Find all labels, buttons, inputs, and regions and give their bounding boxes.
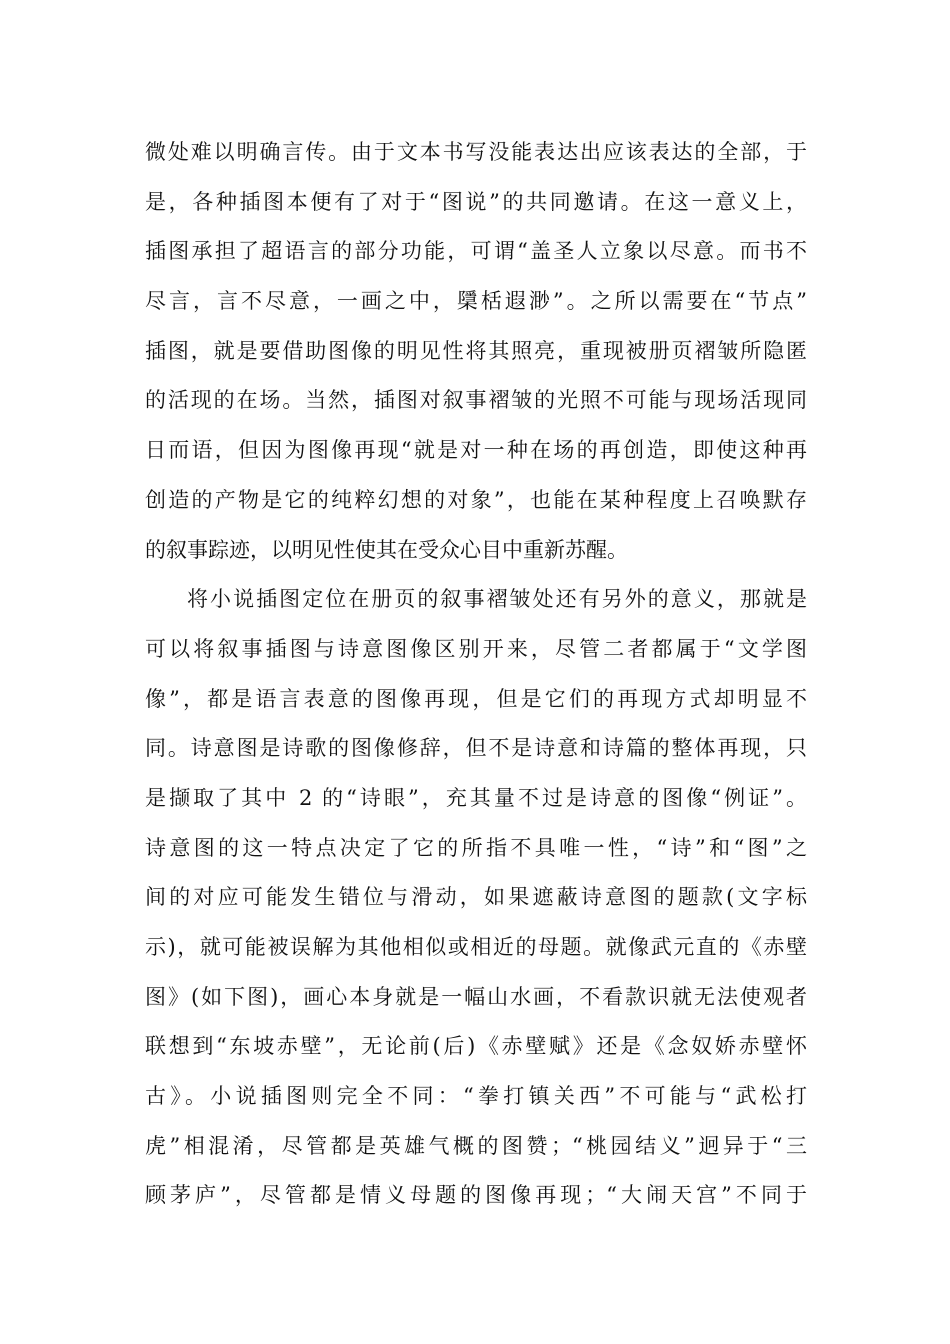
text-line: 可以将叙事插图与诗意图像区别开来，尽管二者都属于“文学图	[145, 636, 807, 661]
text-line: 微处难以明确言传。由于文本书写没能表达出应该表达的全部，于	[145, 140, 807, 164]
text-line: 古》。小说插图则完全不同：“拳打镇关西”不可能与“武松打	[145, 1084, 807, 1109]
text-line: 的叙事踪迹，以明见性使其在受众心目中重新苏醒。	[145, 537, 628, 562]
paragraph-1	[145, 128, 807, 575]
body-text	[145, 128, 807, 1221]
text-line: 间的对应可能发生错位与滑动，如果遮蔽诗意图的题款(文字标	[145, 885, 807, 910]
text-line: 像”，都是语言表意的图像再现，但是它们的再现方式却明显不	[145, 686, 807, 711]
text-line: 诗意图的这一特点决定了它的所指不具唯一性，“诗”和“图”之	[145, 835, 807, 860]
text-line: 同。诗意图是诗歌的图像修辞，但不是诗意和诗篇的整体再现，只	[145, 736, 807, 761]
text-line: 图》(如下图)，画心本身就是一幅山水画，不看款识就无法使观者	[145, 984, 807, 1009]
text-line: 虎”相混淆，尽管都是英雄气概的图赞；“桃园结义”迥异于“三	[145, 1133, 807, 1158]
text-line: 插图，就是要借助图像的明见性将其照亮，重现被册页褶皱所隐匿	[145, 338, 807, 363]
text-line: 日而语，但因为图像再现“就是对一种在场的再创造，即使这种再	[145, 438, 807, 463]
paragraph-2	[145, 575, 807, 1221]
text-line: 联想到“东坡赤壁”，无论前(后)《赤壁赋》还是《念奴娇赤壁怀	[145, 1034, 807, 1059]
text-line: 尽言，言不尽意，一画之中，檃栝遐渺”。之所以需要在“节点”	[145, 289, 807, 314]
text-line: 是撷取了其中 2 的“诗眼”，充其量不过是诗意的图像“例证”。	[145, 785, 807, 810]
text-line: 的活现的在场。当然，插图对叙事褶皱的光照不可能与现场活现同	[145, 388, 807, 413]
text-line: 顾茅庐”，尽管都是情义母题的图像再现；“大闹天宫”不同于	[145, 1183, 807, 1208]
text-line: 是，各种插图本便有了对于“图说”的共同邀请。在这一意义上，	[145, 189, 807, 214]
text-line: 插图承担了超语言的部分功能，可谓“盖圣人立象以尽意。而书不	[145, 239, 807, 264]
text-line: 将小说插图定位在册页的叙事褶皱处还有另外的意义，那就是	[187, 587, 807, 612]
text-line: 示)，就可能被误解为其他相似或相近的母题。就像武元直的《赤壁	[145, 935, 807, 959]
text-line: 创造的产物是它的纯粹幻想的对象”，也能在某种程度上召唤默存	[145, 487, 807, 512]
